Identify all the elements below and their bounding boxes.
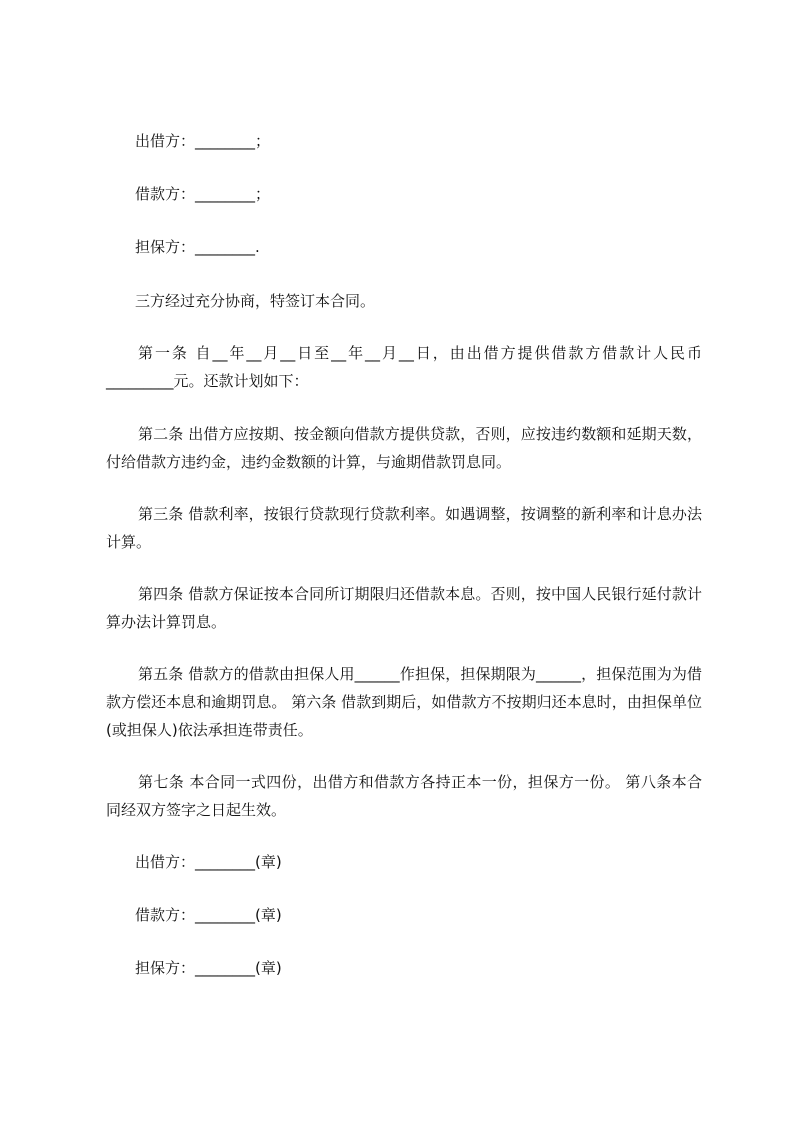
signature-borrower: 借款方：________(章) xyxy=(135,906,282,924)
article-2: 第二条 出借方应按期、按金额向借款方提供贷款，否则，应按违约数额和延期天数，付给借款方违约金，违约金数额的计算，与逾期借款罚息同。 xyxy=(106,425,702,471)
intro-text: 三方经过充分协商，特签订本合同。 xyxy=(135,292,376,310)
article-3: 第三条 借款利率，按银行贷款现行贷款利率。如遇调整，按调整的新利率和计息办法计算。 xyxy=(106,505,702,551)
borrower-line: 借款方：________； xyxy=(135,185,271,203)
guarantor-line: 担保方：________. xyxy=(135,238,260,256)
signature-guarantor: 担保方：________(章) xyxy=(135,959,282,977)
lender-line: 出借方：________； xyxy=(135,132,271,150)
article-5-6: 第五条 借款方的借款由担保人用______作担保，担保期限为______，担保范围为为借款方偿还本息和逾期罚息。 第六条 借款到期后，如借款方不按期归还本息时，由担保单位(或担保人)依法承担连带责任。 xyxy=(106,665,702,739)
article-7-8: 第七条 本合同一式四份，出借方和借款方各持正本一份，担保方一份。 第八条本合同经双方签字之日起生效。 xyxy=(106,773,702,819)
article-4: 第四条 借款方保证按本合同所订期限归还借款本息。否则，按中国人民银行延付款计算办法计算罚息。 xyxy=(106,585,702,631)
signature-lender: 出借方：________(章) xyxy=(135,853,282,871)
article-1: 第一条 自__年__月__日至__年__月__日，由出借方提供借款方借款计人民币_________元。还款计划如下： xyxy=(106,344,702,390)
